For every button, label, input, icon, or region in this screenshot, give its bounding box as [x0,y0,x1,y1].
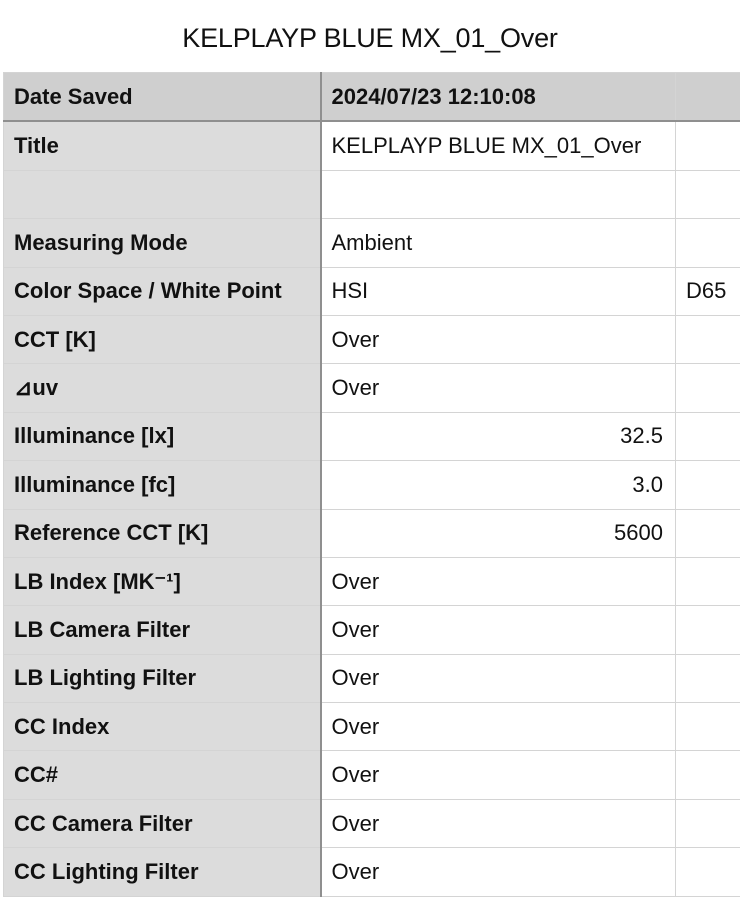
row-value-illuminance-lx[interactable]: 32.5 [321,412,676,460]
table-row [4,509,740,557]
row-extra-measuring-mode[interactable] [676,219,740,267]
table-row [4,170,740,218]
row-extra-title[interactable] [676,121,740,170]
row-label-cct[interactable]: CCT [K] [4,315,321,363]
table-header-row [4,73,740,122]
row-extra-cc-number[interactable] [676,751,740,799]
table-row [4,412,740,460]
row-value-duv[interactable]: Over [321,364,676,412]
row-extra-cct[interactable] [676,315,740,363]
table-row [4,606,740,654]
row-value-empty[interactable] [321,170,676,218]
table-row [4,315,740,363]
row-label-date-saved[interactable]: Date Saved [4,73,321,122]
table-row [4,799,740,847]
row-value-lb-index[interactable]: Over [321,557,676,605]
sheet-title: KELPLAYP BLUE MX_01_Over [0,0,740,72]
table-row [4,654,740,702]
row-extra-lb-camera-filter[interactable] [676,606,740,654]
row-value-illuminance-fc[interactable]: 3.0 [321,461,676,509]
row-extra-lb-lighting-filter[interactable] [676,654,740,702]
row-value-cct[interactable]: Over [321,315,676,363]
table-row [4,267,740,315]
row-label-title[interactable]: Title [4,121,321,170]
row-value-measuring-mode[interactable]: Ambient [321,219,676,267]
row-value-reference-cct[interactable]: 5600 [321,509,676,557]
row-label-lb-camera-filter[interactable]: LB Camera Filter [4,606,321,654]
row-extra-date-saved[interactable] [676,73,740,122]
row-label-empty[interactable] [4,170,321,218]
row-value-cc-lighting-filter[interactable]: Over [321,848,676,896]
row-label-illuminance-fc[interactable]: Illuminance [fc] [4,461,321,509]
table-row [4,703,740,751]
row-label-cc-lighting-filter[interactable]: CC Lighting Filter [4,848,321,896]
row-label-lb-index[interactable]: LB Index [MK⁻¹] [4,557,321,605]
table-row [4,751,740,799]
row-value-cc-number[interactable]: Over [321,751,676,799]
row-label-color-space[interactable]: Color Space / White Point [4,267,321,315]
row-label-measuring-mode[interactable]: Measuring Mode [4,219,321,267]
row-value-color-space[interactable]: HSI [321,267,676,315]
row-extra-illuminance-lx[interactable] [676,412,740,460]
row-value-lb-camera-filter[interactable]: Over [321,606,676,654]
row-extra-cc-camera-filter[interactable] [676,799,740,847]
table-row [4,461,740,509]
row-label-cc-camera-filter[interactable]: CC Camera Filter [4,799,321,847]
row-extra-empty[interactable] [676,170,740,218]
row-extra-cc-lighting-filter[interactable] [676,848,740,896]
table-row [4,557,740,605]
row-value-cc-index[interactable]: Over [321,703,676,751]
table-row [4,121,740,170]
row-value-date-saved[interactable]: 2024/07/23 12:10:08 [321,73,676,122]
table-row [4,364,740,412]
table-row [4,848,740,896]
row-value-title[interactable]: KELPLAYP BLUE MX_01_Over [321,121,676,170]
data-table [3,72,740,897]
row-extra-cc-index[interactable] [676,703,740,751]
row-label-reference-cct[interactable]: Reference CCT [K] [4,509,321,557]
row-label-lb-lighting-filter[interactable]: LB Lighting Filter [4,654,321,702]
row-label-cc-index[interactable]: CC Index [4,703,321,751]
row-extra-lb-index[interactable] [676,557,740,605]
row-value-cc-camera-filter[interactable]: Over [321,799,676,847]
row-extra-illuminance-fc[interactable] [676,461,740,509]
row-label-duv[interactable]: ⊿uv [4,364,321,412]
row-label-cc-number[interactable]: CC# [4,751,321,799]
row-extra-white-point[interactable]: D65 [676,267,740,315]
row-extra-reference-cct[interactable] [676,509,740,557]
row-label-illuminance-lx[interactable]: Illuminance [lx] [4,412,321,460]
row-extra-duv[interactable] [676,364,740,412]
table-row [4,219,740,267]
row-value-lb-lighting-filter[interactable]: Over [321,654,676,702]
